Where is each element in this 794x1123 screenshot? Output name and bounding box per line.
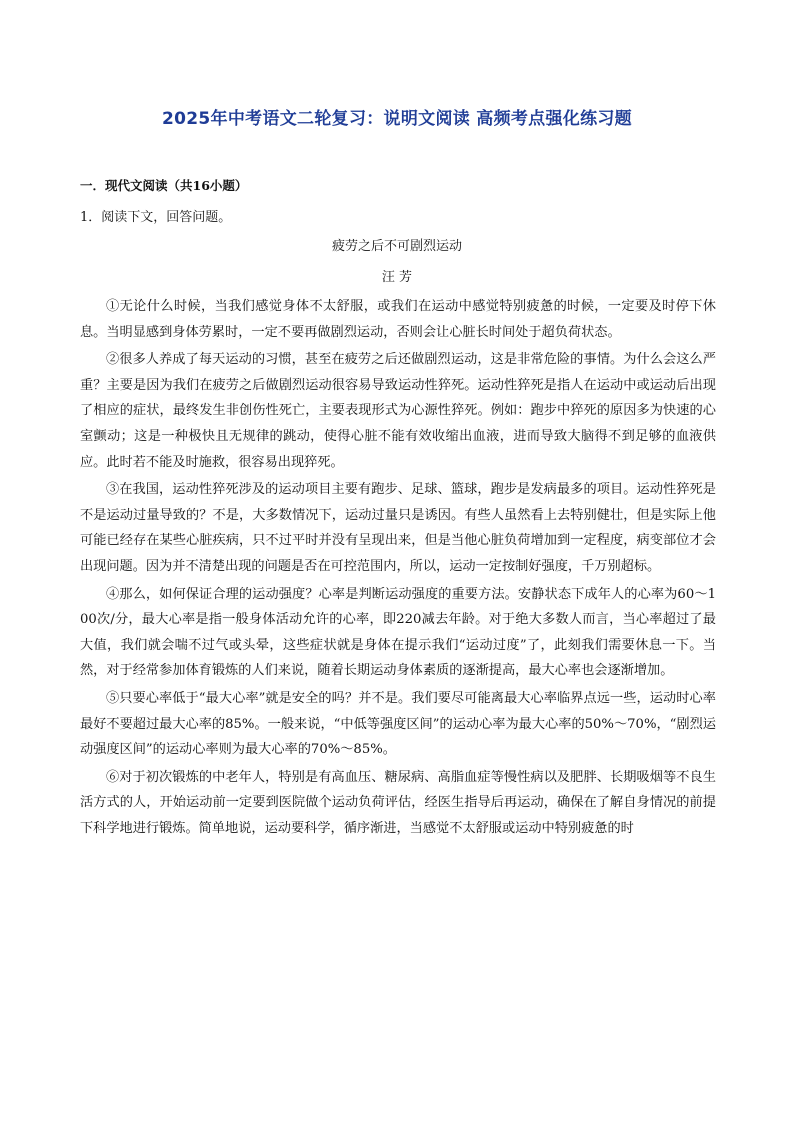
article-author: 汪 芳 (381, 270, 413, 285)
question-prompt: 1．阅读下文，回答问题。 (80, 210, 232, 225)
section-heading: 一．现代文阅读（共16小题） (80, 178, 248, 193)
article-title: 疲劳之后不可剧烈运动 (331, 239, 462, 254)
paragraph-2: ②很多人养成了每天运动的习惯，甚至在疲劳之后还做剧烈运动，这是非常危险的事情。为什么会这么严重？主要是因为我们在疲劳之后做剧烈运动很容易导致运动性猝死。运动性猝死是指人在运动中或运动后出现了相应的症状，最终发生非创伤性死亡，主要表现形式为心源性猝死。例如：跑步中猝死的原因多为快速的心室颤动；这是一种极快且无规律的跳动，使得心脏不能有效收缩出血液，进而导致大脑得不到足够的血液供应。此时若不能及时施救，很容易出现猝死。 (80, 352, 716, 470)
paragraph-3: ③在我国，运动性猝死涉及的运动项目主要有跑步、足球、篮球，跑步是发病最多的项目。运动性猝死是不是运动过量导致的？不是，大多数情况下，运动过量只是诱因。有些人虽然看上去特别健壮，但是实际上他可能已经存在某些心脏疾病，只不过平时并没有呈现出来，但是当他心脏负荷增加到一定程度，病变部位才会出现问题。因为并不清楚出现的问题是否在可控范围内，所以，运动一定按制好强度，千万别超标。 (80, 482, 716, 574)
paragraph-4: ④那么，如何保证合理的运动强度？心率是判断运动强度的重要方法。安静状态下成年人的心率为60～100次/分，最大心率是指一般身体活动允许的心率，即220减去年龄。对于绝大多数人而言，当心率超过了最大值，我们就会喘不过气或头晕，这些症状就是身体在提示我们“运动过度”了，此刻我们需要休息一下。当然，对于经常参加体育锻炼的人们来说，随着长期运动身体素质的逐渐提高，最大心率也会逐渐增加。 (80, 586, 716, 679)
document-title: 2025年中考语文二轮复习：说明文阅读 高频考点强化练习题 (162, 109, 632, 129)
paragraph-6: ⑥对于初次锻炼的中老年人，特别是有高血压、糖尿病、高脂血症等慢性病以及肥胖、长期吸烟等不良生活方式的人，开始运动前一定要到医院做个运动负荷评估，经医生指导后再运动，确保在了解自身情况的前提下科学地进行锻炼。简单地说，运动要科学，循序渐进，当感觉不太舒服或运动中特别疲惫的时 (80, 769, 716, 836)
paragraph-1: ①无论什么时候，当我们感觉身体不太舒服，或我们在运动中感觉特别疲惫的时候，一定要及时停下休息。当明显感到身体劳累时，一定不要再做剧烈运动，否则会让心脏长时间处于超负荷状态。 (80, 299, 716, 340)
paragraph-5: ⑤只要心率低于“最大心率”就是安全的吗？并不是。我们要尽可能离最大心率临界点远一些，运动时心率最好不要超过最大心率的85%。一般来说，“中低等强度区间”的运动心率为最大心率的50%～70%，“剧烈运动强度区间”的运动心率则为最大心率的70%～85%。 (80, 690, 716, 758)
article-body (80, 294, 716, 841)
